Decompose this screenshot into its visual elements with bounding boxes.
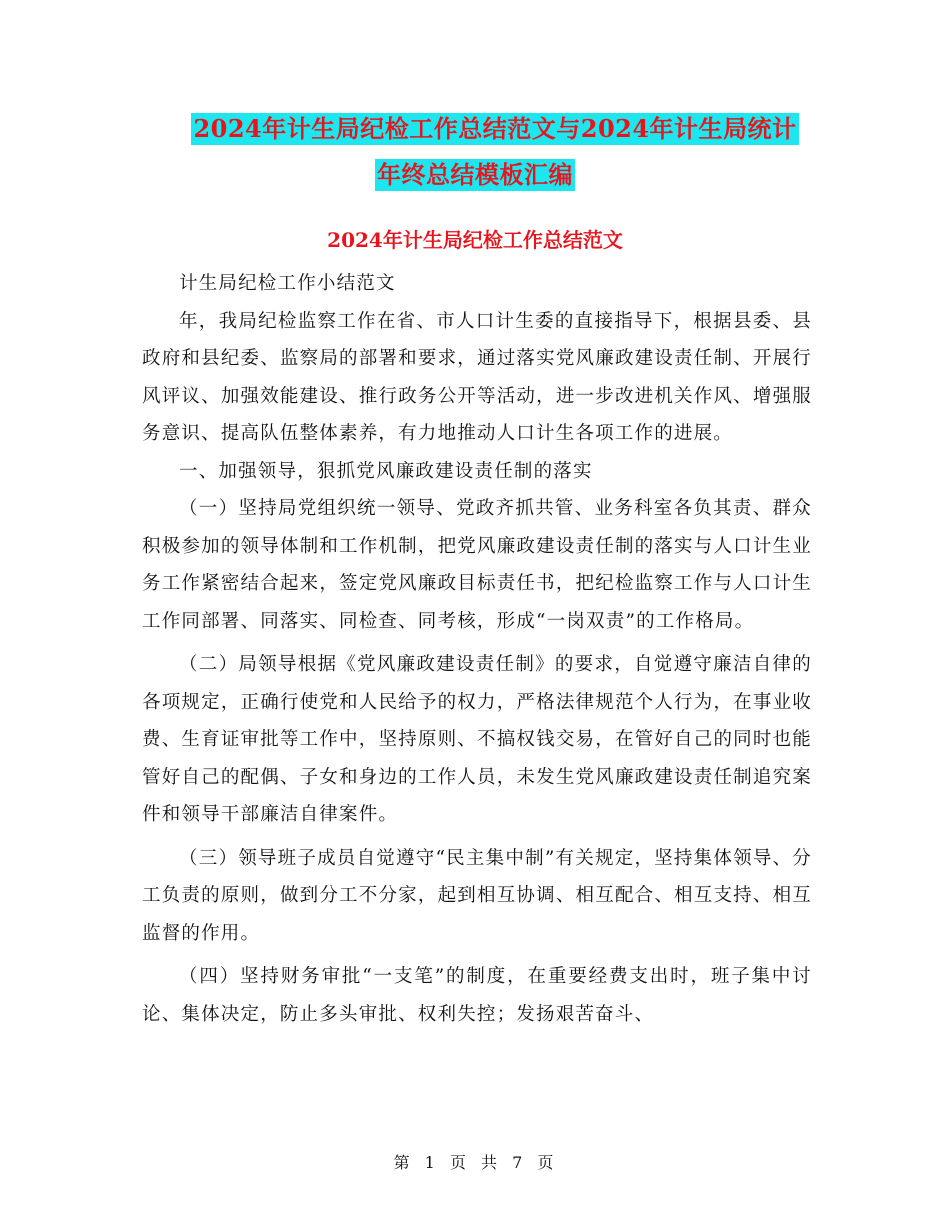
paragraph: （三）领导班子成员自觉遵守“民主集中制”有关规定，坚持集体领导、分工负责的原则，做到分工不分家，起到相互协调、相互配合、相互支持、相互监督的作用。	[142, 847, 812, 944]
page-footer: 第 1 页 共 7 页	[393, 1153, 557, 1172]
title-line-2: 年终总结模板汇编	[377, 160, 573, 189]
title-line-1: 2024年计生局纪检工作总结范文与2024年计生局统计	[193, 114, 797, 143]
paragraph: 计生局纪检工作小结范文	[179, 273, 396, 294]
document-title	[0, 113, 950, 191]
paragraph: （四）坚持财务审批“一支笔”的制度，在重要经费支出时，班子集中讨论、集体决定，防止多头审批、权利失控；发扬艰苦奋斗、	[142, 966, 812, 1025]
section-title: 2024年计生局纪检工作总结范文	[327, 228, 623, 252]
paragraph: 一、加强领导，狠抓党风廉政建设责任制的落实	[179, 460, 593, 482]
document-body	[142, 265, 812, 1033]
paragraph: （二）局领导根据《党风廉政建设责任制》的要求，自觉遵守廉洁自律的各项规定，正确行使党和人民给予的权力，严格法律规范个人行为，在事业收费、生育证审批等工作中，坚持原则、不搞权钱交易，在管好自己的同时也能管好自己的配偶、子女和身边的工作人员，未发生党风廉政建设责任制追究案件和领导干部廉洁自律案件。	[142, 654, 812, 825]
paragraph: 年，我局纪检监察工作在省、市人口计生委的直接指导下，根据县委、县政府和县纪委、监察局的部署和要求，通过落实党风廉政建设责任制、开展行风评议、加强效能建设、推行政务公开等活动，进一步改进机关作风、增强服务意识、提高队伍整体素养，有力地推动人口计生各项工作的进展。	[142, 310, 812, 444]
paragraph: （一）坚持局党组织统一领导、党政齐抓共管、业务科室各负其责、群众积极参加的领导体制和工作机制，把党风廉政建设责任制的落实与人口计生业务工作紧密结合起来，签定党风廉政目标责任书，把纪检监察工作与人口计生工作同部署、同落实、同检查、同考核，形成“一岗双责”的工作格局。	[142, 498, 812, 632]
